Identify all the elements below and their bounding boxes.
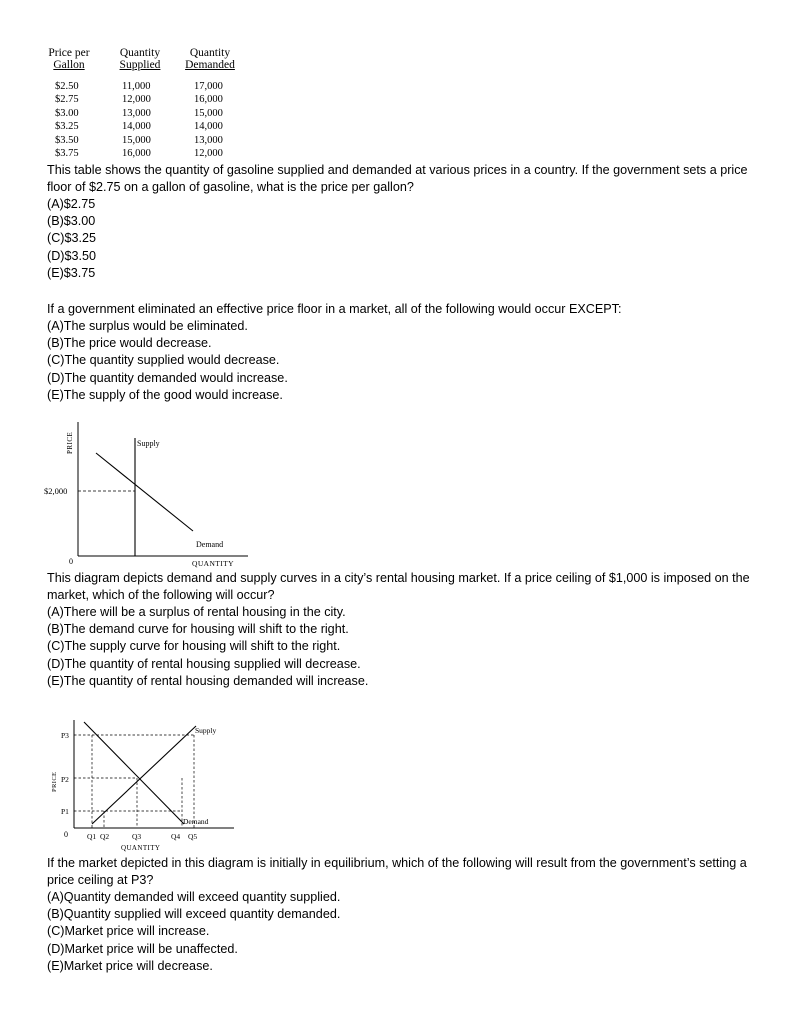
col-supplied	[122, 80, 151, 160]
x-axis-label: QUANTITY	[192, 559, 234, 568]
table-cell: 13,000	[194, 134, 223, 146]
table-cell: 13,000	[122, 107, 151, 119]
question-1-options	[47, 196, 96, 282]
table-cell: 12,000	[194, 148, 223, 160]
supply-curve-label: Supply	[195, 726, 217, 735]
question-1-stem: This table shows the quantity of gasoline supplied and demanded at various prices in a country. If the government sets a price floor of $2.75 on a gallon of gasoline, what is the price per gallon?	[47, 163, 748, 195]
option-a: (A)$2.75	[47, 197, 96, 211]
qty-label-q1: Q1	[87, 832, 97, 841]
origin-label: 0	[69, 557, 73, 566]
table-cell: $3.50	[55, 134, 79, 146]
option-a: (A)There will be a surplus of rental housing in the city.	[47, 605, 346, 619]
y-axis-label: PRICE	[51, 771, 58, 792]
option-b: (B)Quantity supplied will exceed quantity demanded.	[47, 907, 341, 922]
qty-label-q2: Q2	[100, 832, 110, 841]
x-axis-label: QUANTITY	[121, 844, 161, 852]
table-cell: 17,000	[194, 81, 223, 92]
option-c: (C)The quantity supplied would decrease.	[47, 353, 280, 368]
price-quantity-table	[40, 44, 250, 162]
table-cell: $3.00	[55, 107, 79, 119]
table-cell: $2.50	[55, 81, 79, 92]
option-d: (D)$3.50	[47, 248, 96, 263]
price-label-p1: P1	[61, 807, 69, 816]
option-c: (C)Market price will increase.	[47, 924, 210, 939]
option-c: (C)$3.25	[47, 231, 96, 246]
option-d: (D)The quantity demanded would increase.	[47, 370, 288, 385]
header-line: Demanded	[185, 59, 235, 71]
question-4-stem: If the market depicted in this diagram is initially in equilibrium, which of the following will result from the government’s setting a price ceiling at P3?	[47, 856, 747, 888]
col-price	[55, 80, 79, 160]
demand-curve-label: Demand	[196, 540, 224, 549]
price-2000-label: $2,000	[44, 486, 68, 496]
header-line: Gallon	[53, 59, 85, 71]
origin-label: 0	[64, 830, 68, 839]
price-label-p2: P2	[61, 775, 69, 784]
option-b: (B)The demand curve for housing will shift to the right.	[47, 622, 349, 637]
option-a: (A)The surplus would be eliminated.	[47, 319, 248, 333]
table-cell: 14,000	[194, 121, 223, 133]
header-line: Price per	[48, 47, 90, 59]
option-e: (E)Market price will decrease.	[47, 958, 213, 973]
table-cell: 11,000	[122, 81, 151, 92]
header-line: Quantity	[189, 47, 231, 59]
table-cell: 14,000	[122, 121, 151, 133]
header-line: Supplied	[119, 59, 161, 71]
supply-curve	[92, 726, 196, 824]
option-b: (B)The price would decrease.	[47, 336, 212, 351]
col-demanded	[194, 80, 223, 160]
demand-curve	[84, 722, 184, 824]
table-cell: $2.75	[55, 94, 79, 106]
dashed-guides	[74, 735, 194, 828]
price-label-p3: P3	[61, 731, 69, 740]
supply-curve-label: Supply	[137, 439, 160, 448]
option-b: (B)$3.00	[47, 214, 96, 229]
question-3-stem: This diagram depicts demand and supply curves in a city’s rental housing market. If a price ceiling of $1,000 is imposed on the market, which of the following will occur?	[47, 571, 750, 603]
option-c: (C)The supply curve for housing will shift to the right.	[47, 639, 341, 654]
rental-housing-supply-demand-diagram	[38, 418, 253, 570]
price-ceiling-supply-demand-diagram	[44, 716, 244, 854]
table-cell: 16,000	[194, 94, 223, 106]
demand-curve-label: Demand	[183, 817, 209, 826]
qty-label-q5: Q5	[188, 832, 198, 841]
option-e: (E)$3.75	[47, 265, 96, 280]
question-4-options	[47, 889, 340, 975]
header-line: Quantity	[119, 47, 161, 59]
table-cell: $3.75	[55, 148, 79, 160]
col-header-supplied	[112, 47, 168, 71]
demand-curve	[96, 453, 193, 531]
col-header-demanded	[180, 47, 240, 71]
col-header-price	[44, 47, 94, 71]
y-axis-label: PRICE	[66, 431, 74, 454]
question-3-options	[47, 604, 368, 690]
option-d: (D)Market price will be unaffected.	[47, 941, 238, 956]
question-2-options	[47, 318, 288, 404]
option-e: (E)The supply of the good would increase.	[47, 387, 283, 402]
table-cell: 15,000	[122, 134, 151, 146]
option-d: (D)The quantity of rental housing supplied will decrease.	[47, 656, 361, 671]
qty-label-q3: Q3	[132, 832, 142, 841]
table-cell: 15,000	[194, 107, 223, 119]
question-2-stem: If a government eliminated an effective price floor in a market, all of the following would occur EXCEPT:	[47, 302, 622, 316]
qty-label-q4: Q4	[171, 832, 181, 841]
table-cell: 12,000	[122, 94, 151, 106]
option-e: (E)The quantity of rental housing demanded will increase.	[47, 673, 369, 688]
table-cell: $3.25	[55, 121, 79, 133]
option-a: (A)Quantity demanded will exceed quantity supplied.	[47, 890, 341, 904]
table-cell: 16,000	[122, 148, 151, 160]
